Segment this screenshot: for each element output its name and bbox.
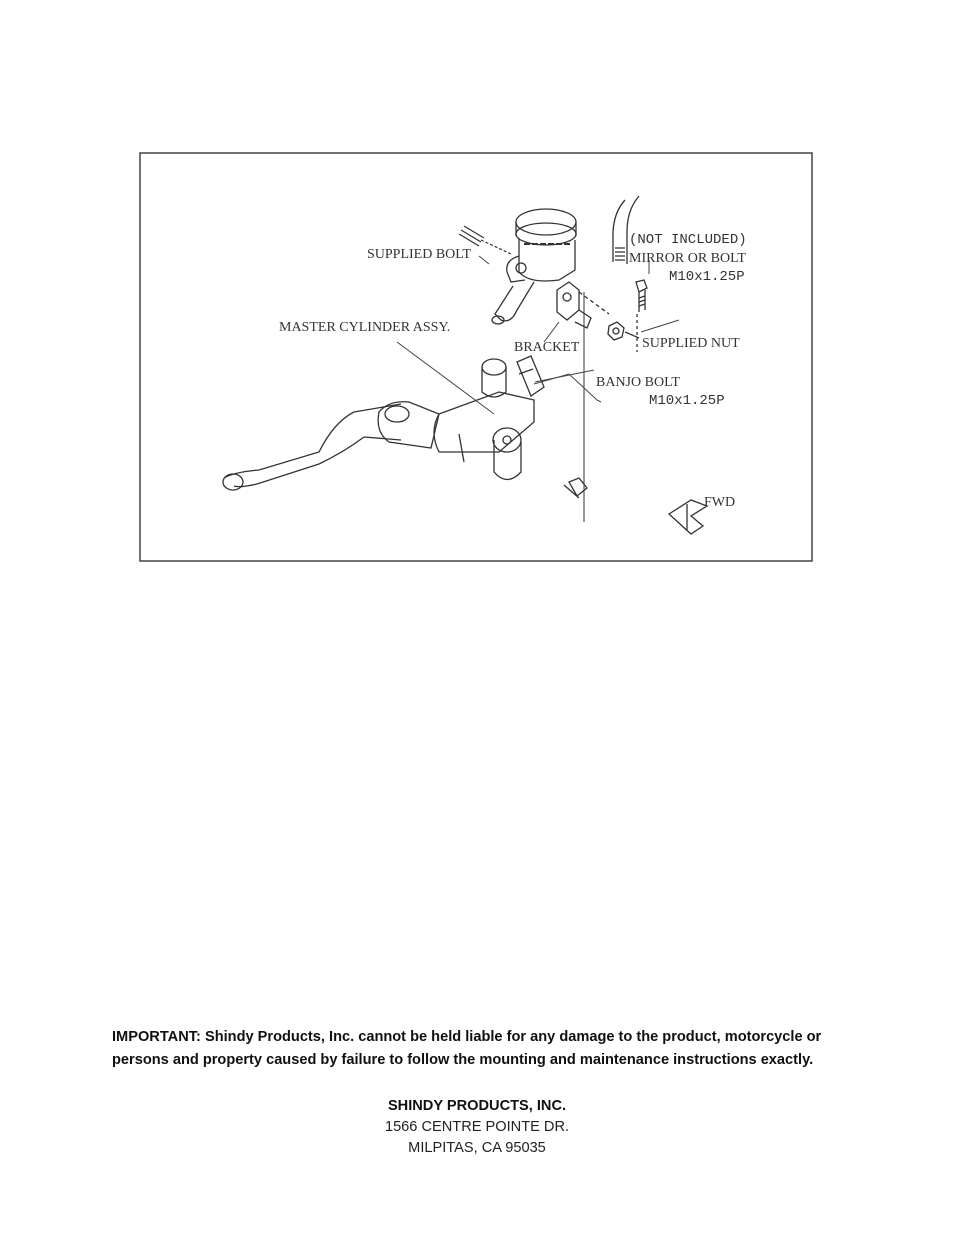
label-not-included: (NOT INCLUDED): [629, 232, 747, 248]
assembly-diagram: [139, 152, 814, 564]
company-city: MILPITAS, CA 95035: [408, 1140, 546, 1156]
label-supplied-nut: SUPPLIED NUT: [642, 336, 740, 351]
label-banjo-thread: M10x1.25P: [649, 393, 725, 409]
company-street: 1566 CENTRE POINTE DR.: [384, 1119, 570, 1135]
liability-notice: IMPORTANT: Shindy Products, Inc. cannot be held liable for any damage to the product, motorcycle or persons and property caused by failure to follow the mounting and maintenance instructions exactly.: [112, 1028, 822, 1068]
label-banjo-bolt: BANJO BOLT: [596, 375, 680, 390]
label-fwd: FWD: [704, 495, 736, 510]
reservoir-drawing: [492, 209, 576, 324]
diagram-drawing: [139, 152, 814, 564]
fwd-arrow-icon: [669, 500, 707, 534]
label-mirror-or-bolt: MIRROR OR BOLT: [629, 251, 746, 266]
label-mirror-thread: M10x1.25P: [669, 269, 745, 285]
label-master-cylinder: MASTER CYLINDER ASSY.: [279, 320, 451, 335]
master-cylinder-drawing: [223, 356, 587, 498]
label-supplied-bolt: SUPPLIED BOLT: [367, 247, 472, 262]
label-bracket: BRACKET: [514, 340, 580, 355]
company-address-block: [0, 1096, 954, 1159]
supplied-nut-drawing: [608, 322, 639, 340]
company-name: SHINDY PRODUCTS, INC.: [387, 1098, 567, 1114]
